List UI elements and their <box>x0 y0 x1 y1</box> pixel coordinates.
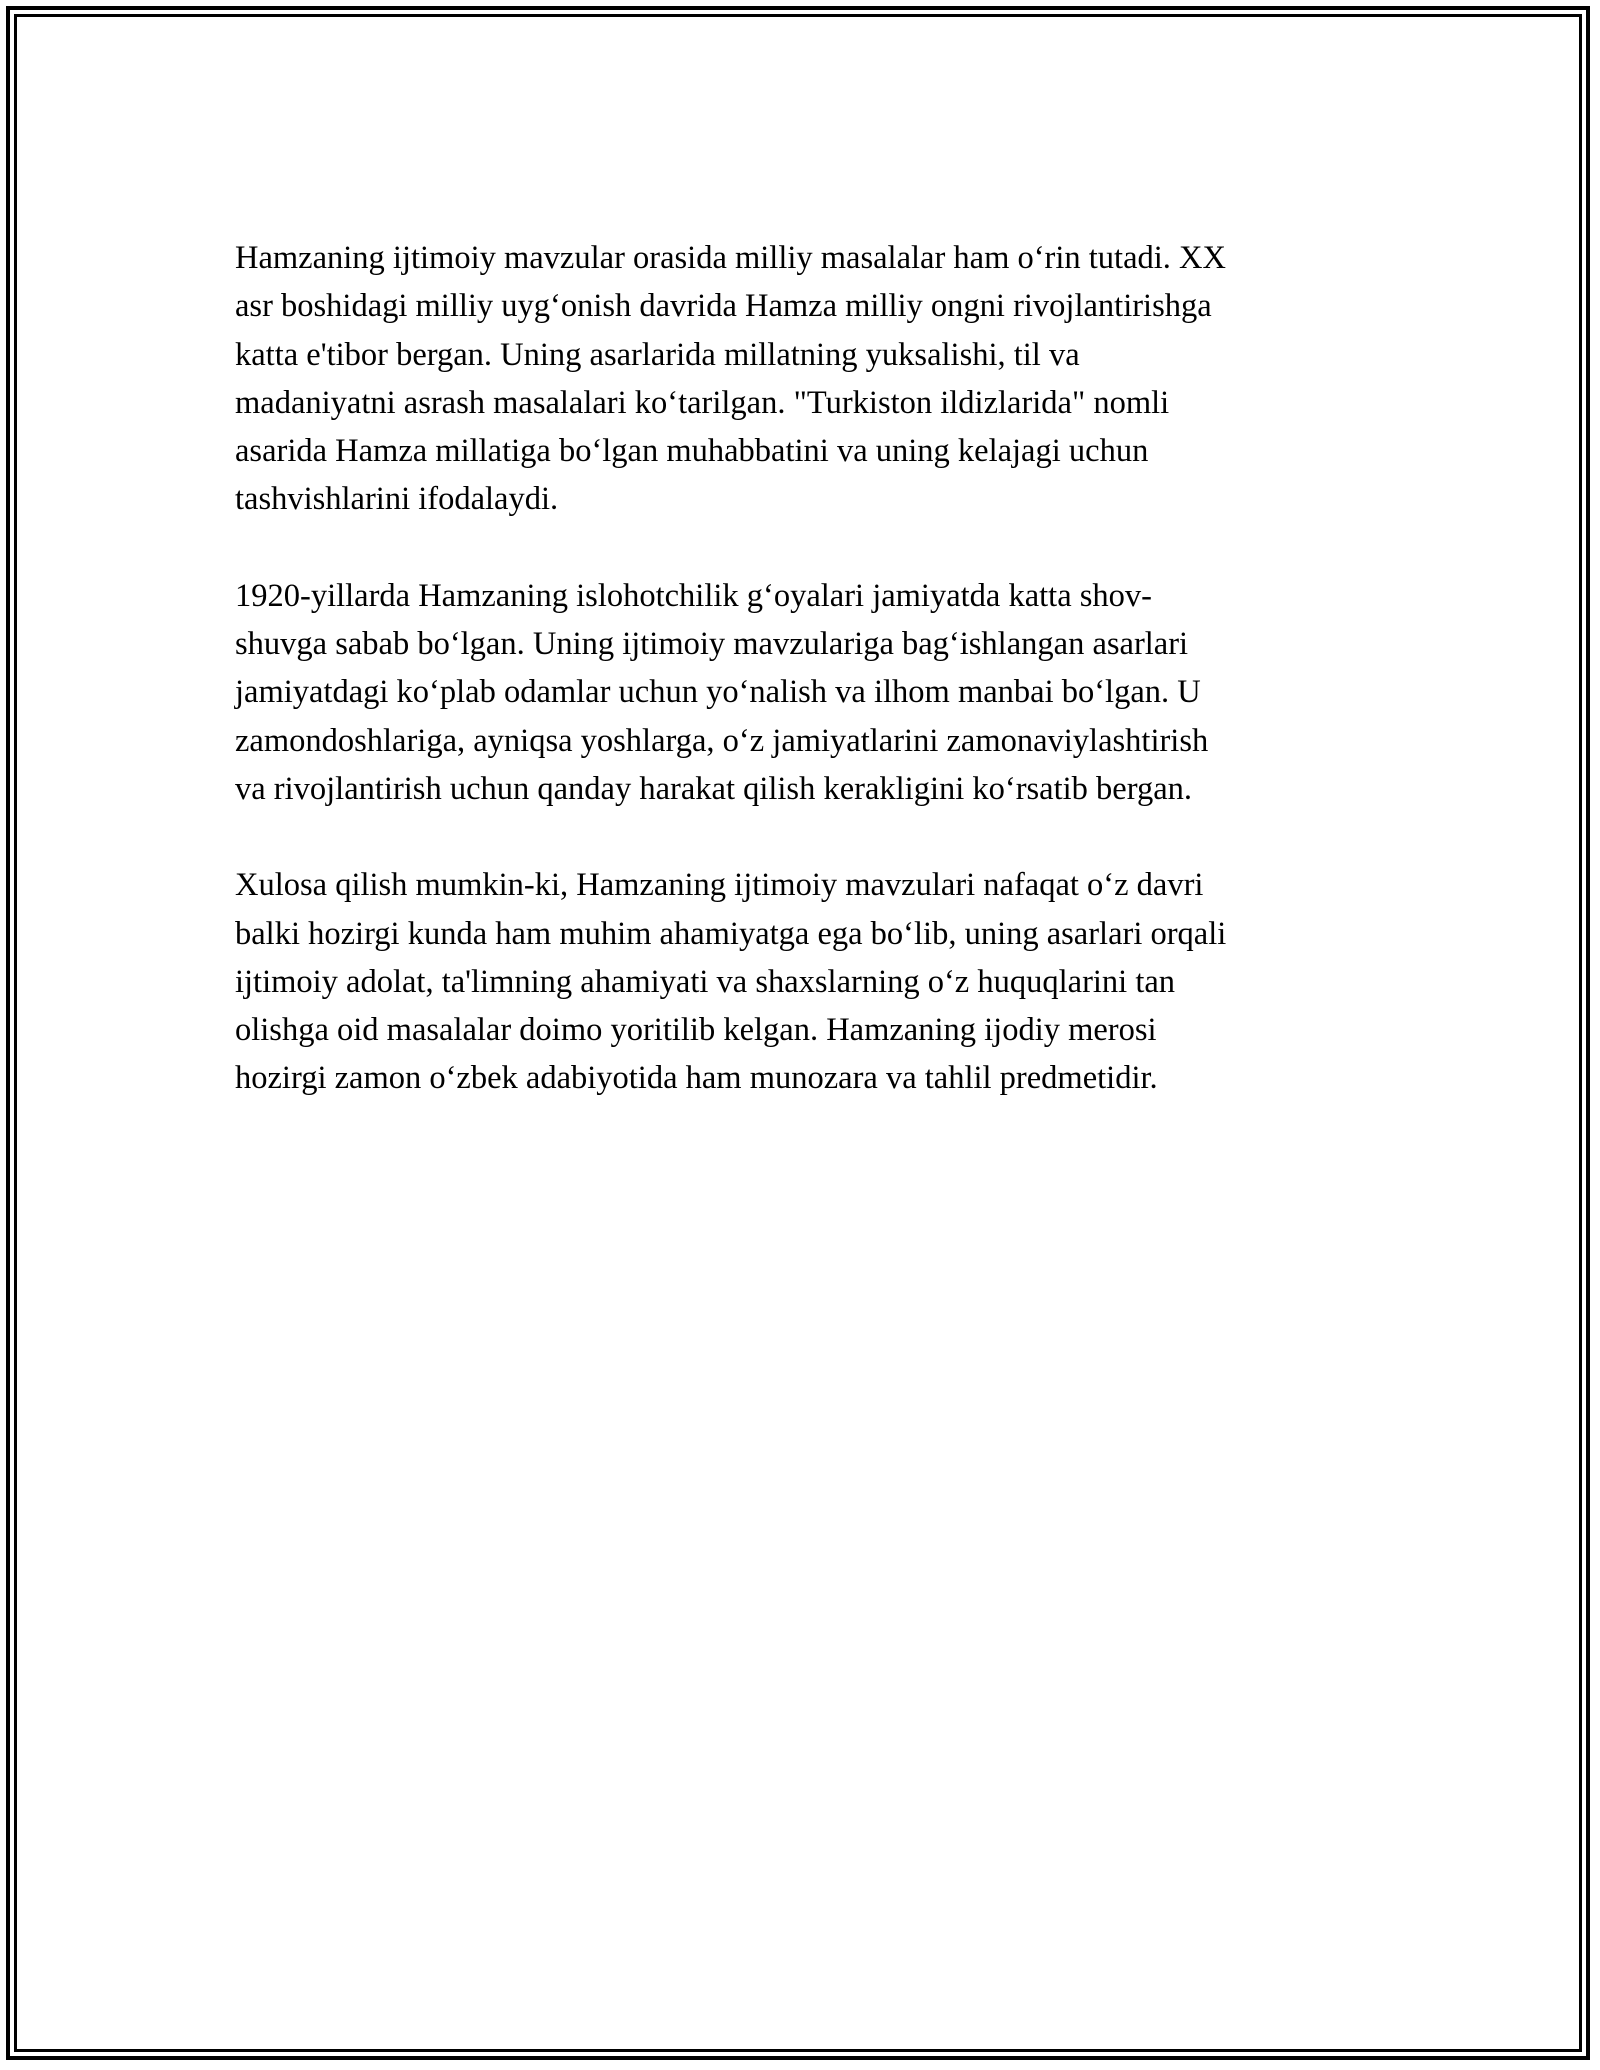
text-line: ijtimoiy adolat, ta'limning ahamiyati va shaxslarning o‘z huquqlarini tan <box>235 963 1176 1000</box>
text-line: madaniyatni asrash masalalari ko‘tarilgan. "Turkiston ildizlarida" nomli <box>235 384 1170 421</box>
text-line: hozirgi zamon o‘zbek adabiyotida ham munozara va tahlil predmetidir. <box>235 1060 1158 1097</box>
paragraph-conclusion <box>235 861 1375 1102</box>
text-line: zamondoshlariga, ayniqsa yoshlarga, o‘z jamiyatlarini zamonaviylashtirish <box>235 722 1209 759</box>
paragraph-national-issues <box>235 234 1375 524</box>
text-line: va rivojlantirish uchun qanday harakat qilish kerakligini ko‘rsatib bergan. <box>235 770 1192 807</box>
text-line: shuvga sabab bo‘lgan. Uning ijtimoiy mavzulariga bag‘ishlangan asarlari <box>235 626 1189 663</box>
text-line: Xulosa qilish mumkin-ki, Hamzaning ijtimoiy mavzulari nafaqat o‘z davri <box>235 867 1204 904</box>
document-body <box>235 234 1375 1151</box>
text-line: Hamzaning ijtimoiy mavzular orasida milliy masalalar ham o‘rin tutadi. XX <box>235 240 1226 276</box>
text-line: 1920-yillarda Hamzaning islohotchilik g‘oyalari jamiyatda katta shov- <box>235 577 1152 614</box>
text-line: asarida Hamza millatiga bo‘lgan muhabbatini va uning kelajagi uchun <box>235 433 1149 470</box>
text-line: jamiyatdagi ko‘plab odamlar uchun yo‘nalish va ilhom manbai bo‘lgan. U <box>235 674 1201 711</box>
paragraph-reform-ideas <box>235 572 1375 813</box>
text-line: katta e'tibor bergan. Uning asarlarida millatning yuksalishi, til va <box>235 336 1080 373</box>
text-line: balki hozirgi kunda ham muhim ahamiyatga ega bo‘lib, uning asarlari orqali <box>235 915 1227 952</box>
text-line: tashvishlarini ifodalaydi. <box>235 481 559 518</box>
text-line: asr boshidagi milliy uyg‘onish davrida Hamza milliy ongni rivojlantirishga <box>235 288 1212 325</box>
text-line: olishga oid masalalar doimo yoritilib kelgan. Hamzaning ijodiy merosi <box>235 1012 1157 1049</box>
